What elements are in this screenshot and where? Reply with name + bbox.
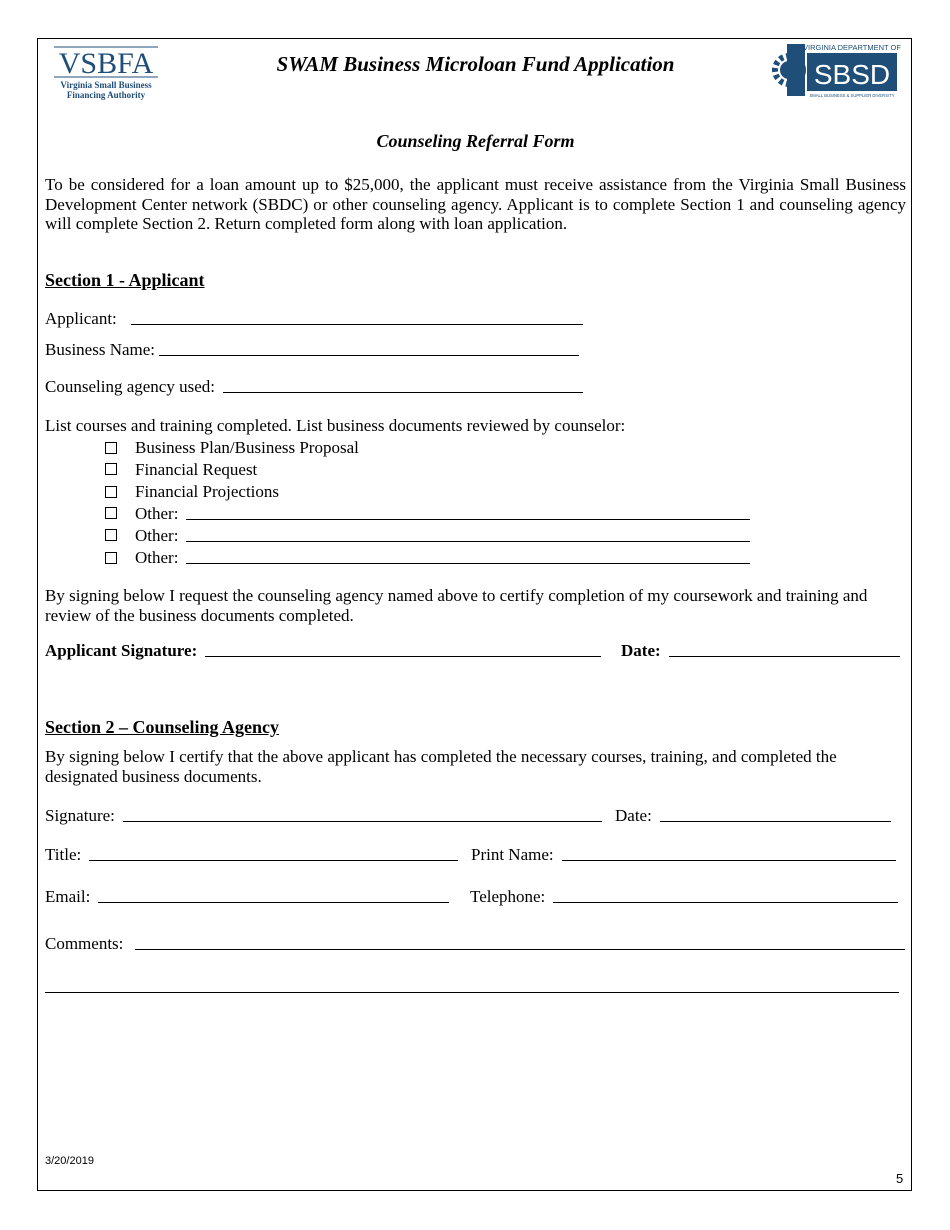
applicant-date-label: Date: bbox=[621, 641, 661, 660]
comments-line-2[interactable] bbox=[45, 992, 899, 993]
email-line[interactable] bbox=[98, 902, 449, 903]
title-line[interactable] bbox=[89, 860, 458, 861]
telephone-field[interactable] bbox=[470, 887, 898, 907]
print-name-field[interactable] bbox=[471, 845, 896, 865]
agency-date-label: Date: bbox=[615, 806, 652, 825]
applicant-field[interactable] bbox=[45, 309, 583, 329]
section2-heading: Section 2 – Counseling Agency bbox=[45, 717, 280, 737]
business-name-label: Business Name: bbox=[45, 340, 156, 359]
business-name-field[interactable] bbox=[45, 340, 579, 360]
email-field[interactable] bbox=[45, 887, 449, 907]
vsbfa-logo-mark: VSBFA bbox=[58, 47, 154, 80]
checklist-label: Financial Request bbox=[135, 460, 258, 479]
print-name-line[interactable] bbox=[562, 860, 896, 861]
request-text: By signing below I request the counseling agency named above to certify completion of my coursework and training and review of the business documents completed. bbox=[45, 586, 868, 625]
section1-heading: Section 1 - Applicant bbox=[45, 270, 205, 290]
comments-line[interactable] bbox=[135, 949, 905, 950]
comments-label: Comments: bbox=[45, 934, 124, 953]
other-field-3[interactable] bbox=[135, 548, 750, 568]
agency-signature-line[interactable] bbox=[123, 821, 602, 822]
checkbox-other-2[interactable] bbox=[105, 529, 117, 541]
telephone-label: Telephone: bbox=[470, 887, 546, 906]
other-line-3[interactable] bbox=[186, 563, 750, 564]
applicant-line[interactable] bbox=[131, 324, 583, 325]
other-field-1[interactable] bbox=[135, 504, 750, 524]
footer-date: 3/20/2019 bbox=[45, 1155, 94, 1167]
agency-label: Counseling agency used: bbox=[45, 377, 215, 396]
title-field[interactable] bbox=[45, 845, 458, 865]
vsbfa-logo-line2: Financing Authority bbox=[66, 90, 146, 100]
list-prompt: List courses and training completed. List business documents reviewed by counselor: bbox=[45, 416, 626, 435]
vsbfa-logo-line1: Virginia Small Business bbox=[60, 80, 152, 90]
agency-date-field[interactable] bbox=[615, 806, 891, 826]
checklist-label: Financial Projections bbox=[135, 482, 280, 501]
checklist-label: Other: bbox=[135, 526, 179, 545]
agency-date-line[interactable] bbox=[660, 821, 891, 822]
applicant-signature-field[interactable] bbox=[45, 641, 601, 661]
page-number: 5 bbox=[896, 1171, 904, 1186]
agency-signature-field[interactable] bbox=[45, 806, 602, 826]
applicant-date-line[interactable] bbox=[669, 656, 900, 657]
other-field-2[interactable] bbox=[135, 526, 750, 546]
sbsd-logo-bottom: SMALL BUSINESS & SUPPLIER DIVERSITY bbox=[809, 93, 895, 98]
business-name-line[interactable] bbox=[159, 355, 579, 356]
checkbox-financial-request[interactable] bbox=[105, 463, 117, 475]
checkbox-business-plan[interactable] bbox=[105, 442, 117, 454]
applicant-signature-line[interactable] bbox=[205, 656, 601, 657]
checkbox-other-3[interactable] bbox=[105, 552, 117, 564]
applicant-label: Applicant: bbox=[45, 309, 117, 328]
email-label: Email: bbox=[45, 887, 91, 906]
applicant-signature-label: Applicant Signature: bbox=[45, 641, 198, 660]
certify-text: By signing below I certify that the above applicant has completed the necessary courses, training, and completed the designated business documents. bbox=[45, 747, 837, 786]
other-line-2[interactable] bbox=[186, 541, 750, 542]
other-line-1[interactable] bbox=[186, 519, 750, 520]
print-name-label: Print Name: bbox=[471, 845, 554, 864]
agency-line[interactable] bbox=[223, 392, 583, 393]
agency-field[interactable] bbox=[45, 377, 583, 397]
form-title: Counseling Referral Form bbox=[376, 131, 575, 151]
sbsd-logo-mark: SBSD bbox=[813, 59, 891, 90]
sbsd-logo bbox=[771, 41, 901, 99]
telephone-line[interactable] bbox=[553, 902, 898, 903]
form-page bbox=[37, 38, 912, 1191]
comments-field[interactable] bbox=[45, 934, 905, 954]
checklist-label: Other: bbox=[135, 504, 179, 523]
agency-signature-label: Signature: bbox=[45, 806, 115, 825]
checklist-label: Other: bbox=[135, 548, 179, 567]
page-title: SWAM Business Microloan Fund Application bbox=[276, 52, 675, 76]
applicant-date-field[interactable] bbox=[621, 641, 900, 661]
title-label: Title: bbox=[45, 845, 82, 864]
sbsd-logo-top: VIRGINIA DEPARTMENT OF bbox=[803, 43, 901, 52]
checkbox-other-1[interactable] bbox=[105, 507, 117, 519]
checkbox-financial-projections[interactable] bbox=[105, 486, 117, 498]
checklist-label: Business Plan/Business Proposal bbox=[135, 438, 359, 457]
intro-text: To be considered for a loan amount up to $25,000, the applicant must receive assistance from the Virginia Small Business Development Center network (SBDC) or other counseling agency. Applicant is to complete Section 1 and counseling agency will complete Section 2. Return completed form along with loan application. bbox=[45, 175, 906, 233]
